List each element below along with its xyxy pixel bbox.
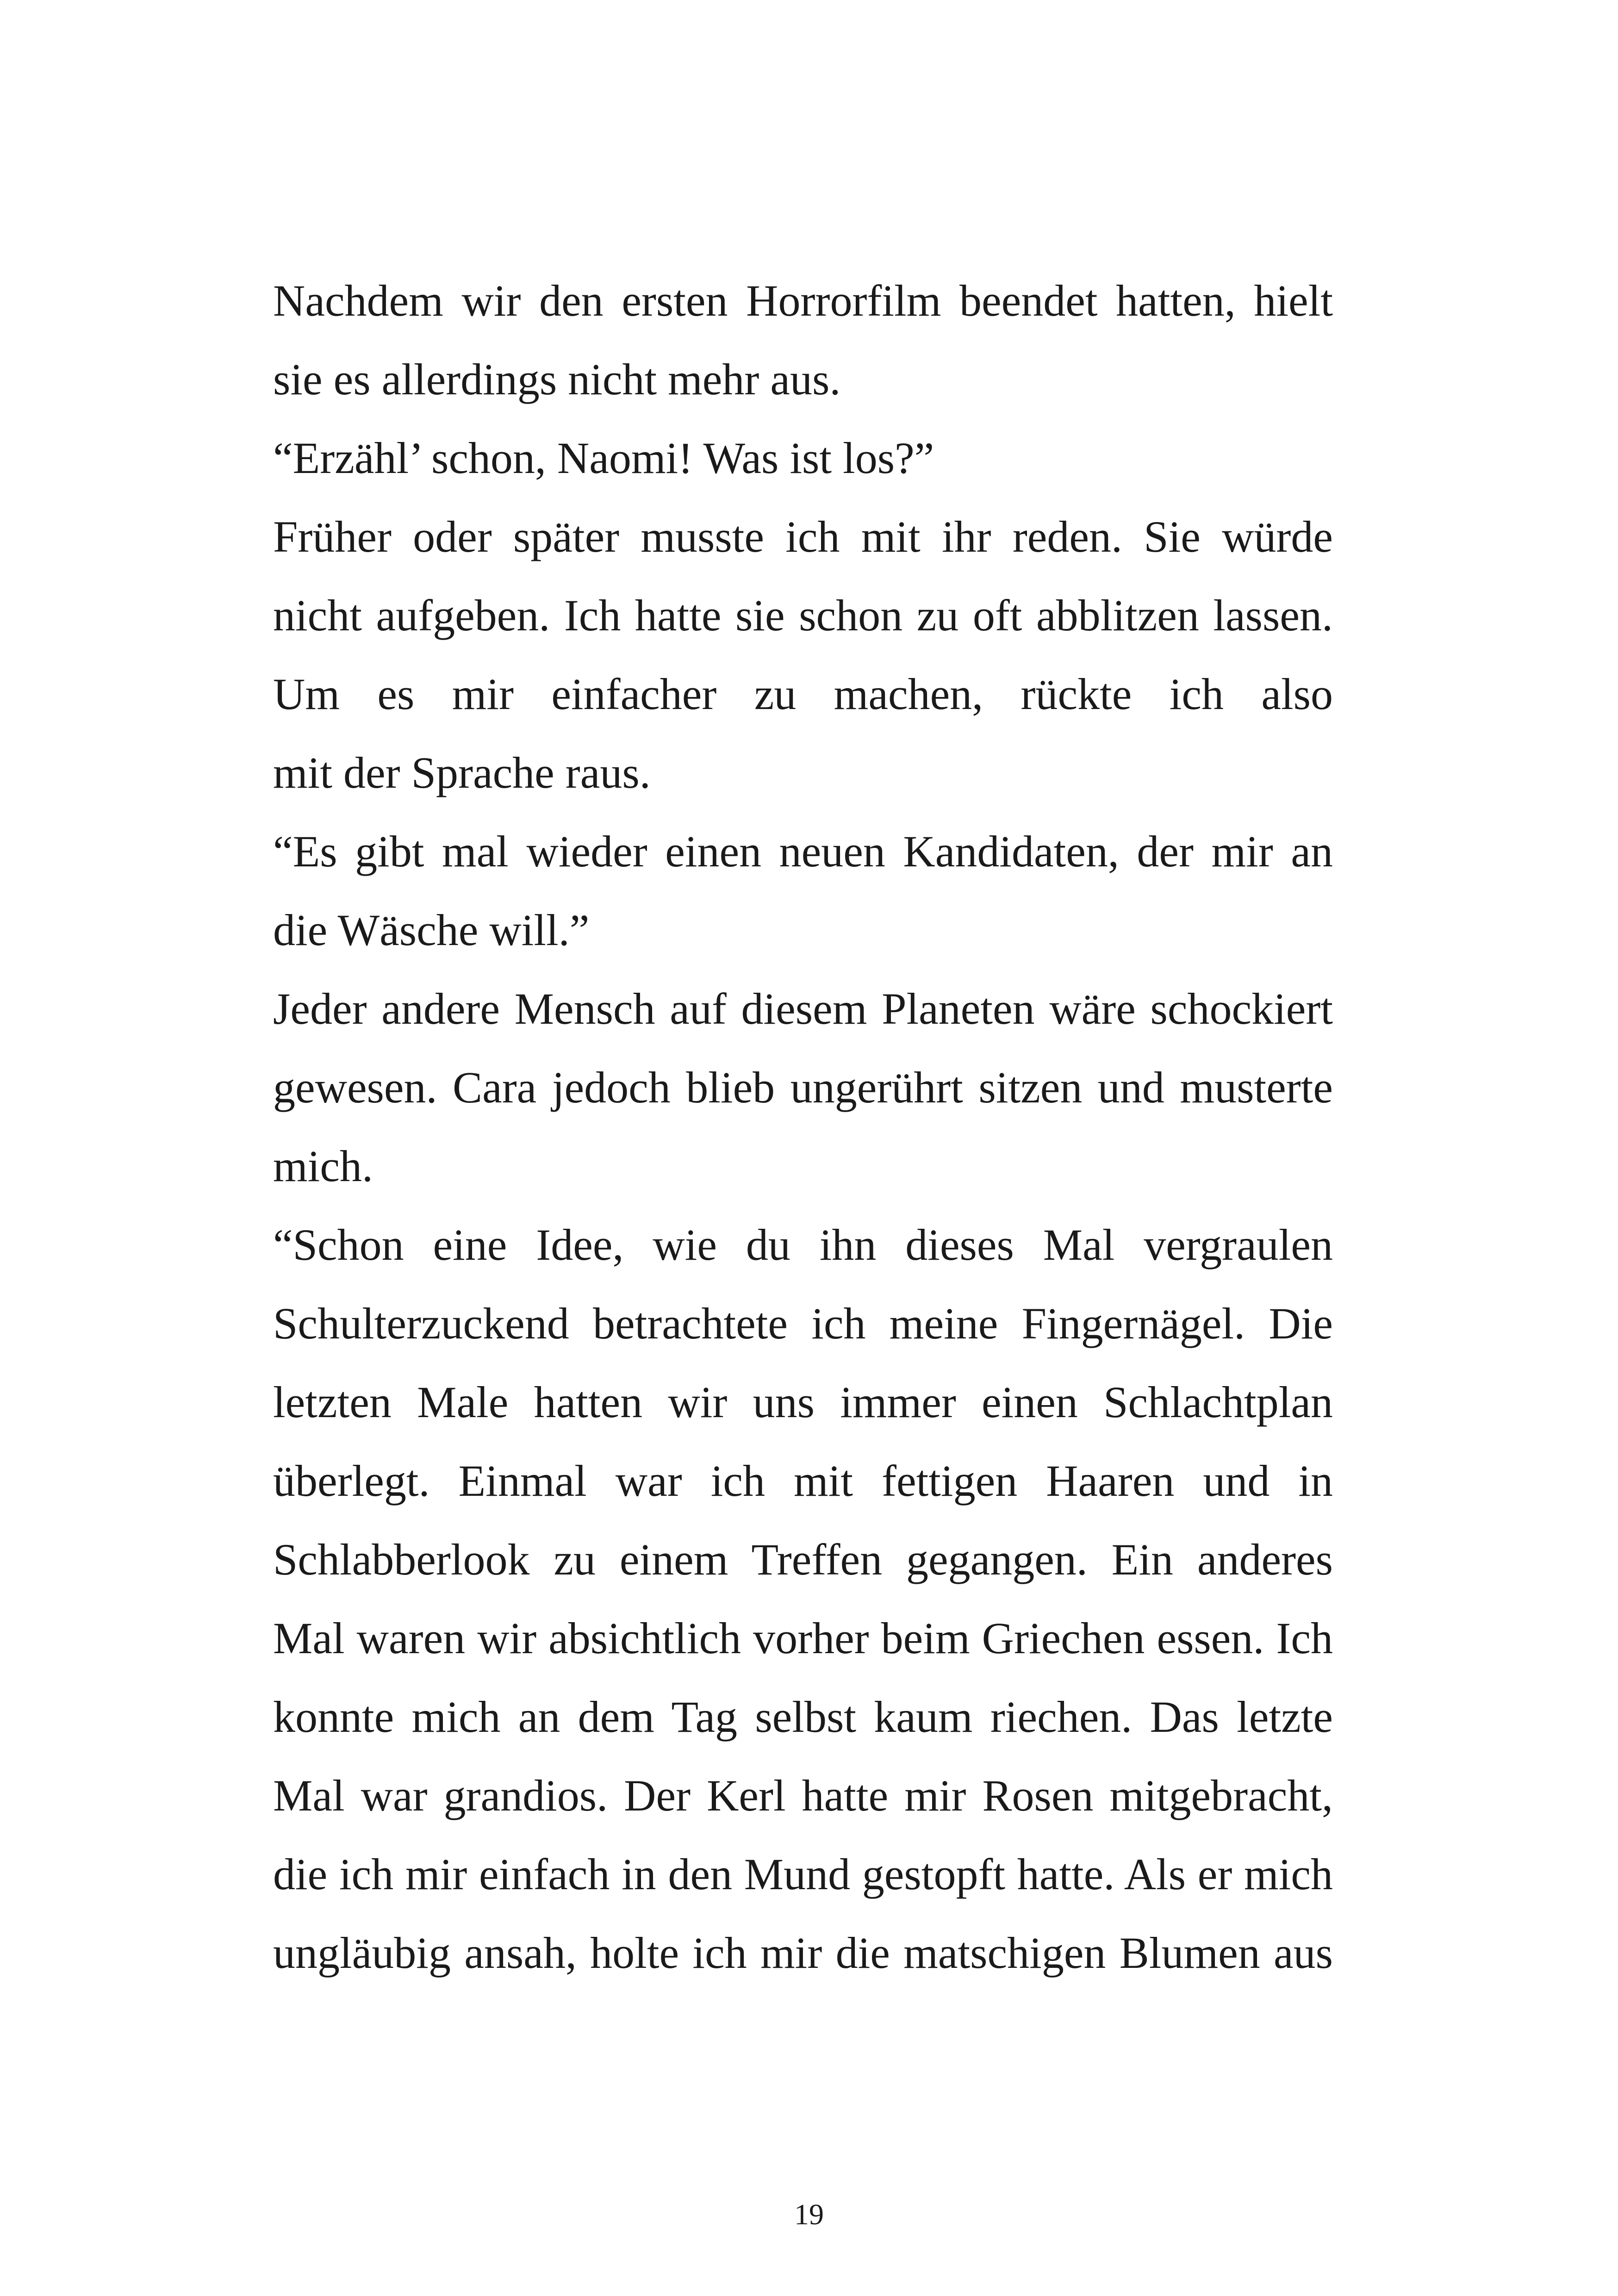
text-line: mit der Sprache raus. — [273, 748, 651, 797]
text-line: mich. — [273, 1141, 373, 1191]
text-line: Schulterzuckend betrachtete ich meine Fingernägel. Die — [273, 1299, 1333, 1348]
text-line: sie es allerdings nicht mehr aus. — [273, 355, 841, 404]
text-line: Nachdem wir den ersten Horrorfilm beendet hatten, hielt — [273, 276, 1333, 325]
text-line: letzten Male hatten wir uns immer einen Schlachtplan — [273, 1377, 1333, 1427]
text-line: Mal waren wir absichtlich vorher beim Griechen essen. Ich — [273, 1613, 1333, 1663]
text-line: Schlabberlook zu einem Treffen gegangen. Ein anderes — [273, 1535, 1333, 1584]
text-line: gewesen. Cara jedoch blieb ungerührt sitzen und musterte — [273, 1063, 1333, 1112]
body-text — [273, 261, 1333, 1992]
text-line: Um es mir einfacher zu machen, rückte ich also — [273, 669, 1333, 719]
text-line: Jeder andere Mensch auf diesem Planeten wäre schockiert — [273, 984, 1333, 1033]
page-number: 19 — [794, 2198, 824, 2231]
text-line: “Es gibt mal wieder einen neuen Kandidaten, der mir an — [273, 827, 1333, 876]
text-line: nicht aufgeben. Ich hatte sie schon zu oft abblitzen lassen. — [273, 591, 1333, 640]
text-line: “Schon eine Idee, wie du ihn dieses Mal vergraulen — [273, 1220, 1333, 1269]
text-line: Mal war grandios. Der Kerl hatte mir Rosen mitgebracht, — [273, 1771, 1333, 1820]
text-line: ungläubig ansah, holte ich mir die matschigen Blumen aus — [273, 1928, 1333, 1978]
text-line: die ich mir einfach in den Mund gestopft hatte. Als er mich — [273, 1849, 1333, 1899]
text-line: Früher oder später musste ich mit ihr reden. Sie würde — [273, 512, 1333, 561]
text-line: die Wäsche will.” — [273, 905, 590, 955]
text-line: “Erzähl’ schon, Naomi! Was ist los?” — [273, 433, 934, 483]
text-line: überlegt. Einmal war ich mit fettigen Haaren und in — [273, 1456, 1333, 1506]
text-line: konnte mich an dem Tag selbst kaum riechen. Das letzte — [273, 1692, 1333, 1742]
